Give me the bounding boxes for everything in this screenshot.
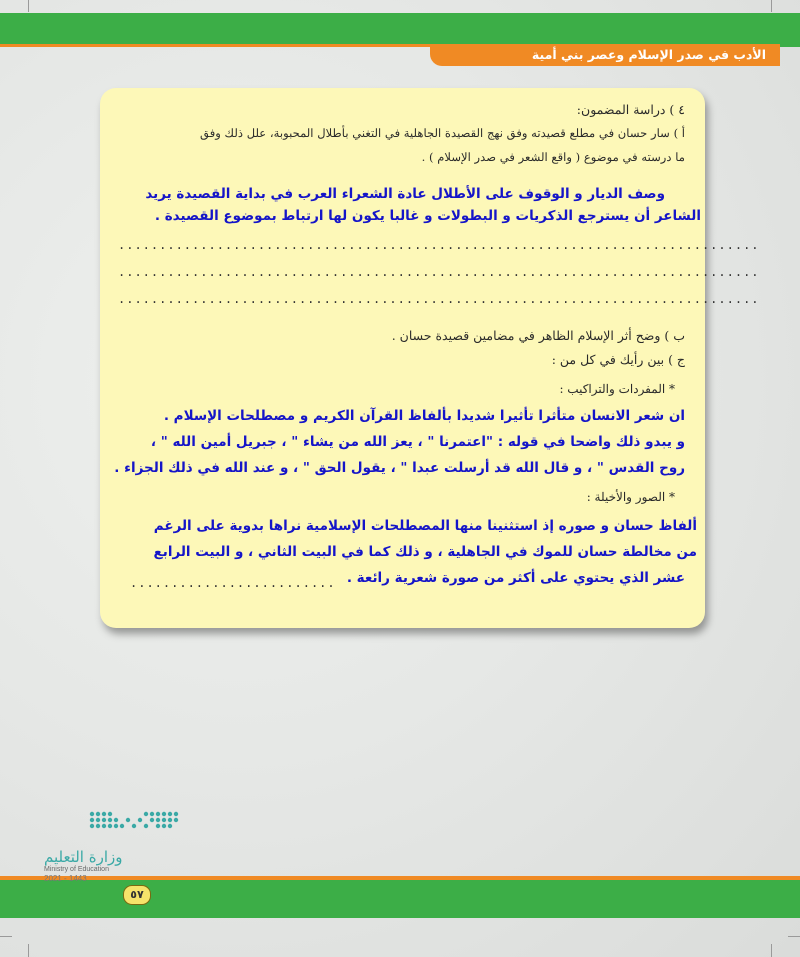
answer-a-line2: الشاعر أن يسترجع الذكريات و البطولات و غالبا يكون لها ارتباط بموضوع القصيدة . bbox=[154, 208, 701, 224]
crop-mark bbox=[771, 0, 772, 12]
crop-mark bbox=[788, 936, 800, 937]
question-a-line2: ما درسته في موضوع ( واقع الشعر في صدر الإسلام ) . bbox=[421, 150, 685, 164]
exercise-card bbox=[100, 88, 760, 628]
top-green-band bbox=[0, 13, 800, 47]
answer-dotted-line: ......................... bbox=[130, 576, 336, 590]
vocab-answer-line2: و يبدو ذلك واضحا في قوله : "اعتمرنا " ، يعز الله من يشاء " ، جبريل أمين الله " ، bbox=[150, 434, 685, 450]
question-c: ج ) بين رأيك في كل من : bbox=[551, 352, 685, 367]
images-answer-line2: من مخالطة حسان للموك في الجاهلية ، و ذلك كما في البيت الثاني ، و البيت الرابع bbox=[153, 544, 697, 560]
answer-dotted-line: .............................................................................. bbox=[118, 238, 760, 252]
ministry-name-ar: وزارة التعليم bbox=[44, 848, 123, 866]
crop-mark bbox=[28, 944, 29, 957]
ministry-dots-icon bbox=[40, 806, 200, 846]
vocab-answer-line1: ان شعر الانسان متأثرا تأثيرا شديدا بألفاظ القرآن الكريم و مصطلحات الإسلام . bbox=[163, 408, 685, 424]
ministry-name-en: Ministry of Education bbox=[44, 866, 109, 873]
footer-green-band bbox=[0, 880, 800, 918]
vocab-label: * المفردات والتراكيب : bbox=[559, 382, 675, 396]
images-label: * الصور والأخيلة : bbox=[586, 490, 675, 504]
images-answer-line3: عشر الذي يحتوي على أكثر من صورة شعرية رائعة . bbox=[346, 570, 685, 586]
answer-dotted-line: .............................................................................. bbox=[118, 265, 760, 279]
crop-mark bbox=[771, 944, 772, 957]
vocab-answer-line3: روح القدس " ، و قال الله قد أرسلت عبدا " ، يقول الحق " ، و عند الله في ذلك الجزاء . bbox=[114, 460, 685, 476]
edition-year: 2021 - 1443 bbox=[44, 874, 87, 883]
images-answer-line1: ألفاظ حسان و صوره إذ استثنينا منها المصطلحات الإسلامية نراها بدوية على الرغم bbox=[153, 518, 697, 534]
answer-dotted-line: .............................................................................. bbox=[118, 292, 760, 306]
chapter-header: الأدب في صدر الإسلام وعصر بني أمية bbox=[430, 44, 780, 66]
crop-mark bbox=[28, 0, 29, 12]
header-orange-rule bbox=[0, 44, 430, 47]
crop-mark bbox=[0, 936, 12, 937]
page-number: ٥٧ bbox=[123, 885, 151, 905]
question-a-line1: أ ) سار حسان في مطلع قصيدته وفق نهج القصيدة الجاهلية في التغني بأطلال المحبوبة، علل ذلك وفق bbox=[200, 126, 685, 140]
section-title: ٤ ) دراسة المضمون: bbox=[576, 102, 685, 117]
answer-a-line1: وصف الديار و الوقوف على الأطلال عادة الشعراء العرب في بداية القصيدة يريد bbox=[145, 186, 665, 202]
question-b: ب ) وضح أثر الإسلام الظاهر في مضامين قصيدة حسان . bbox=[391, 328, 685, 343]
